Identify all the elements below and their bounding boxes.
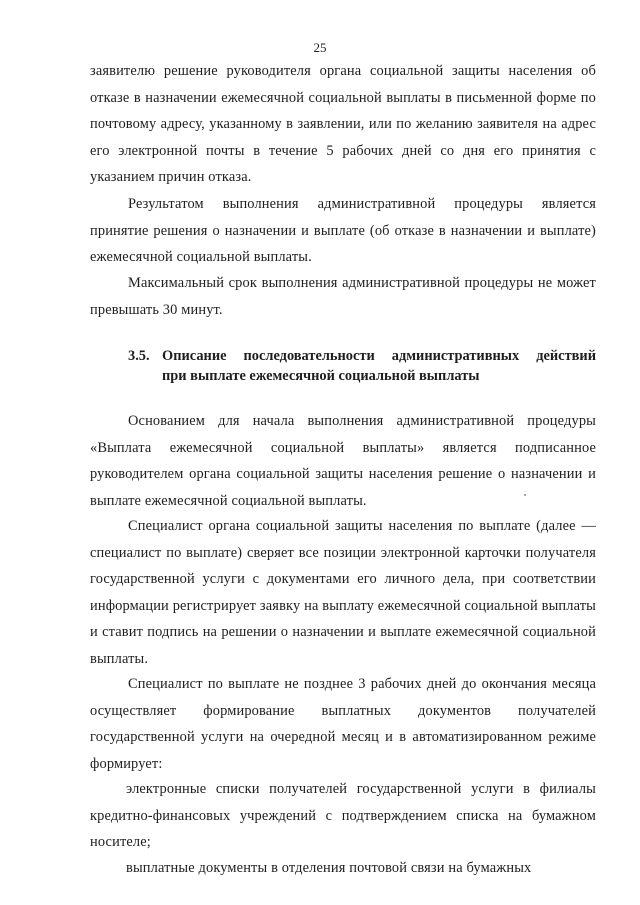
paragraph-procedure-result: Результатом выполнения административной процедуры является принятие решения о назначении и выплате (об отказе в назначении и выплате) ежемесячной социальной выплаты.: [90, 196, 596, 265]
paragraph-payment-specialist: Специалист органа социальной защиты населения по выплате (далее — специалист по выплате) сверяет все позиции электронной карточки получателя государственной услуги с документами его личного дела, при соответствии информации регистрирует заявку на выплату ежемесячной социальной выплаты и ставит подпись на решении о назначении и выплате ежемесячной социальной выплаты.: [90, 518, 596, 667]
page-number: 25: [313, 40, 327, 55]
list-item-postal-documents: выплатные документы в отделения почтовой связи на бумажных: [126, 860, 532, 876]
section-title-line-1: Описание последовательности административных действий: [162, 348, 596, 364]
paragraph-max-duration: Максимальный срок выполнения административной процедуры не может превышать 30 минут.: [90, 275, 596, 318]
paragraph-refusal-notice: заявителю решение руководителя органа социальной защиты населения об отказе в назначении ежемесячной социальной выплаты в письменной форме по почтовому адресу, указанному в заявлении, или по желанию заявителя на адрес его электронной почты в течение 5 рабочих дней со дня его принятия с указанием причин отказа.: [90, 63, 596, 185]
paragraph-grounds: Основанием для начала выполнения административной процедуры «Выплата ежемесячной социальной выплаты» является подписанное руководителем органа социальной защиты населения решение о назначении и выплате ежемесячной социальной выплаты.: [90, 413, 596, 509]
section-heading: [128, 346, 598, 386]
scan-speck: [524, 494, 526, 496]
section-title-line-2: при выплате ежемесячной социальной выплаты: [162, 368, 480, 384]
list-item-electronic-lists: электронные списки получателей государственной услуги в филиалы кредитно-финансовых учреждений с подтверждением списка на бумажном носителе;: [90, 781, 596, 850]
section-number: 3.5.: [128, 348, 150, 364]
paragraph-payment-documents: Специалист по выплате не позднее 3 рабочих дней до окончания месяца осуществляет формирование выплатных документов получателей государственной услуги на очередной месяц и в автоматизированном режиме формирует:: [90, 676, 596, 772]
